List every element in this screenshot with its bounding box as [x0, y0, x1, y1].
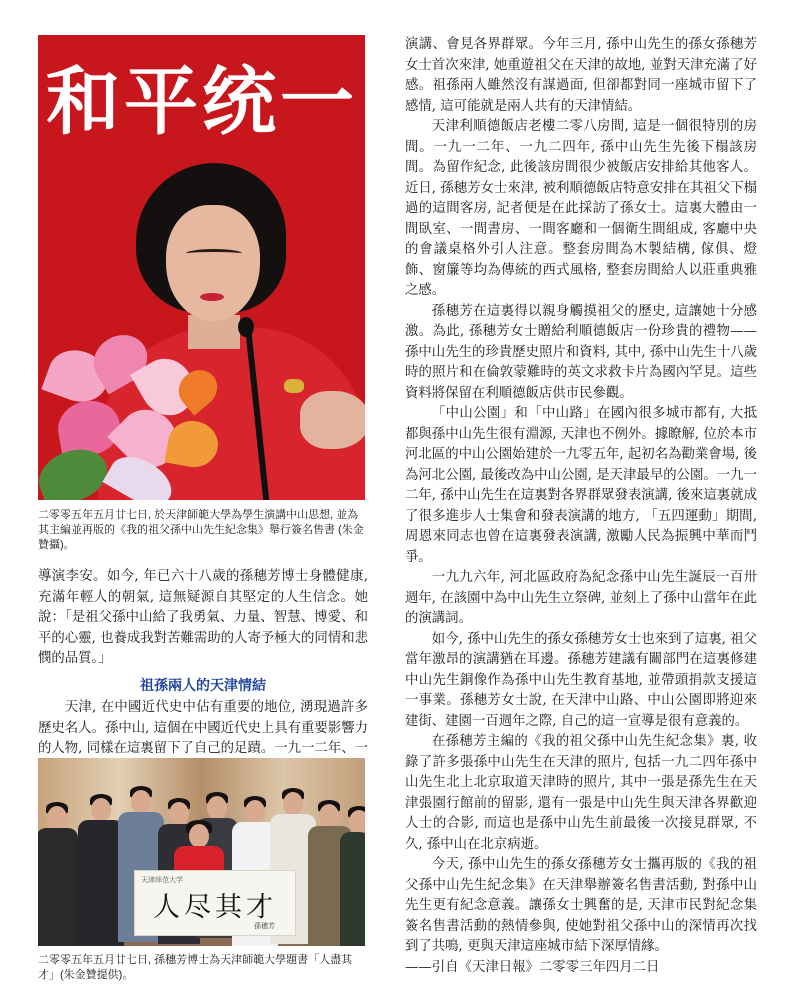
paragraph: 導演李安。如今, 年已六十八歲的孫穗芳博士身體健康, 充滿年輕人的朝氣, 這無疑源自其堅定的人生信念。她說：「是祖父孫中山給了我勇氣、力量、智慧、博愛、和平的心靈, 也養成我對苦難需助的人寄予極大的同情和悲憫的品質。」	[38, 569, 368, 666]
scroll-signature: 孫穗芳	[254, 922, 275, 930]
scroll-calligraphy: 人尽其才	[153, 892, 277, 923]
paragraph: 如今, 孫中山先生的孫女孫穗芳女士也來到了這裏, 祖父當年激昂的演講猶在耳邊。孫穗芳建議有關部門在這裏修建中山先生銅像作為孫中山先生教育基地, 並帶頭捐款支援這一事業。孫穗芳女士說, 在天津中山路、中山公園即將迎來建街、建園一百週年之際, 自己的這一宣導是很有意義的。	[405, 631, 757, 729]
paragraph: 「中山公園」和「中山路」在國內很多城市都有, 大抵都與孫中山先生很有淵源, 天津也不例外。據瞭解, 位於本市河北區的中山公園始建於一九零五年, 起初名為勸業會場, 後為河北公園, 最後改為中山公園, 是天津最早的公園。一九一二年, 孫中山先生在這裏對各界群眾發表演講, 後來這裏就成了很多進步人士集會和發表演講的地方, 「五四運動」期間, 周恩來同志也曾在這裏發表演講, 激勵人民為振興中華而鬥爭。	[405, 406, 757, 565]
calligraphy-scroll	[134, 870, 296, 936]
scroll-title: 天津师范大学	[141, 876, 183, 884]
speaker-photo	[38, 35, 365, 500]
speaker-face	[166, 205, 260, 321]
paragraph: 一九九六年, 河北區政府為紀念孫中山先生誕辰一百卅週年, 在該園中為中山先生立祭碑, 並刻上了孫中山當年在此的演講詞。	[405, 570, 757, 626]
left-column	[38, 567, 368, 780]
paragraph: 天津, 在中國近代史中佔有重要的地位, 湧現過許多歷史名人。孫中山, 這個在中國近代史上具有重要影響力的人物, 同樣在這裏留下了自己的足蹟。一九一二年、一	[38, 700, 368, 756]
lapel-pin	[284, 379, 304, 393]
paragraph: 孫穗芳在這裏得以親身觸摸祖父的歷史, 這讓她十分感激。為此, 孫穗芳女士贈給利順德飯店一份珍貴的禮物——孫中山先生的珍貴歷史照片和資料, 其中, 孫中山先生十八歲時的照片和在倫敦蒙難時的英文求救卡片為國內罕見。這些資料將保留在利順德飯店供市民參觀。	[405, 303, 757, 401]
flower-bouquet	[38, 331, 238, 500]
group-photo	[38, 758, 365, 946]
paragraph: 今天, 孫中山先生的孫女孫穗芳女士攜再版的《我的祖父孫中山先生紀念集》在天津舉辦簽名售書活動, 對孫中山先生更有紀念意義。讓孫女士興奮的是, 天津市民對紀念集簽名售書活動的熱情參與, 使她對祖父孫中山的深情再次找到了共鳴, 更與天津這座城市結下深厚情緣。	[405, 857, 757, 954]
paragraph: 演講、會見各界群眾。今年三月, 孫中山先生的孫女孫穗芳女士首次來津, 她重遊祖父在天津的故地, 並對天津充滿了好感。祖孫兩人雖然沒有謀過面, 但卻都對同一座城市留下了感情, 這可能就是兩人共有的天津情結。	[405, 37, 757, 114]
source-citation: ——引自《天津日報》二零零三年四月二日	[405, 959, 660, 975]
section-heading: 祖孫兩人的天津情結	[140, 677, 266, 694]
photo2-caption: 二零零五年五月廿七日, 孫穗芳博士為天津師範大學題書「人盡其才」(朱金贊提供)。	[38, 954, 353, 981]
banner-text: 和平统一	[46, 59, 358, 145]
paragraph: 天津利順德飯店老樓二零八房間, 這是一個很特別的房間。一九一二年、一九二四年, 孫中山先生先後下榻該房間。為留作紀念, 此後該房間很少被飯店安排給其他客人。近日, 孫穗芳女士來津, 被利順德飯店特意安排在其祖父下榻過的這間客房, 記者便是在此採訪了孫女士。這裏大體由一間臥室、一間書房、一間客廳和一個衛生間組成, 客廳中央的會議桌格外引人注意。整套房間為木製結構, 傢俱、燈飾、窗簾等均為傳統的西式風格, 整套房間給人以莊重典雅之感。	[405, 119, 757, 298]
paragraph: 在孫穗芳主編的《我的祖父孫中山先生紀念集》裏, 收錄了許多張孫中山先生在天津的照片, 包括一九二四年孫中山先生北上北京取道天津時的照片, 其中一張是孫先生在天津張園行館前的留影, 還有一張是中山先生與天津各界歡迎人士的合影, 而這也是孫中山先生前最後一次接見群眾, 不久, 孫中山在北京病逝。	[405, 734, 757, 852]
photo1-caption: 二零零五年五月廿七日, 於天津師範大學為學生演講中山思想, 並為其主編並再版的《我的祖父孫中山先生紀念集》舉行簽名售書 (朱金贊攝)。	[38, 509, 364, 551]
right-column	[405, 35, 757, 978]
